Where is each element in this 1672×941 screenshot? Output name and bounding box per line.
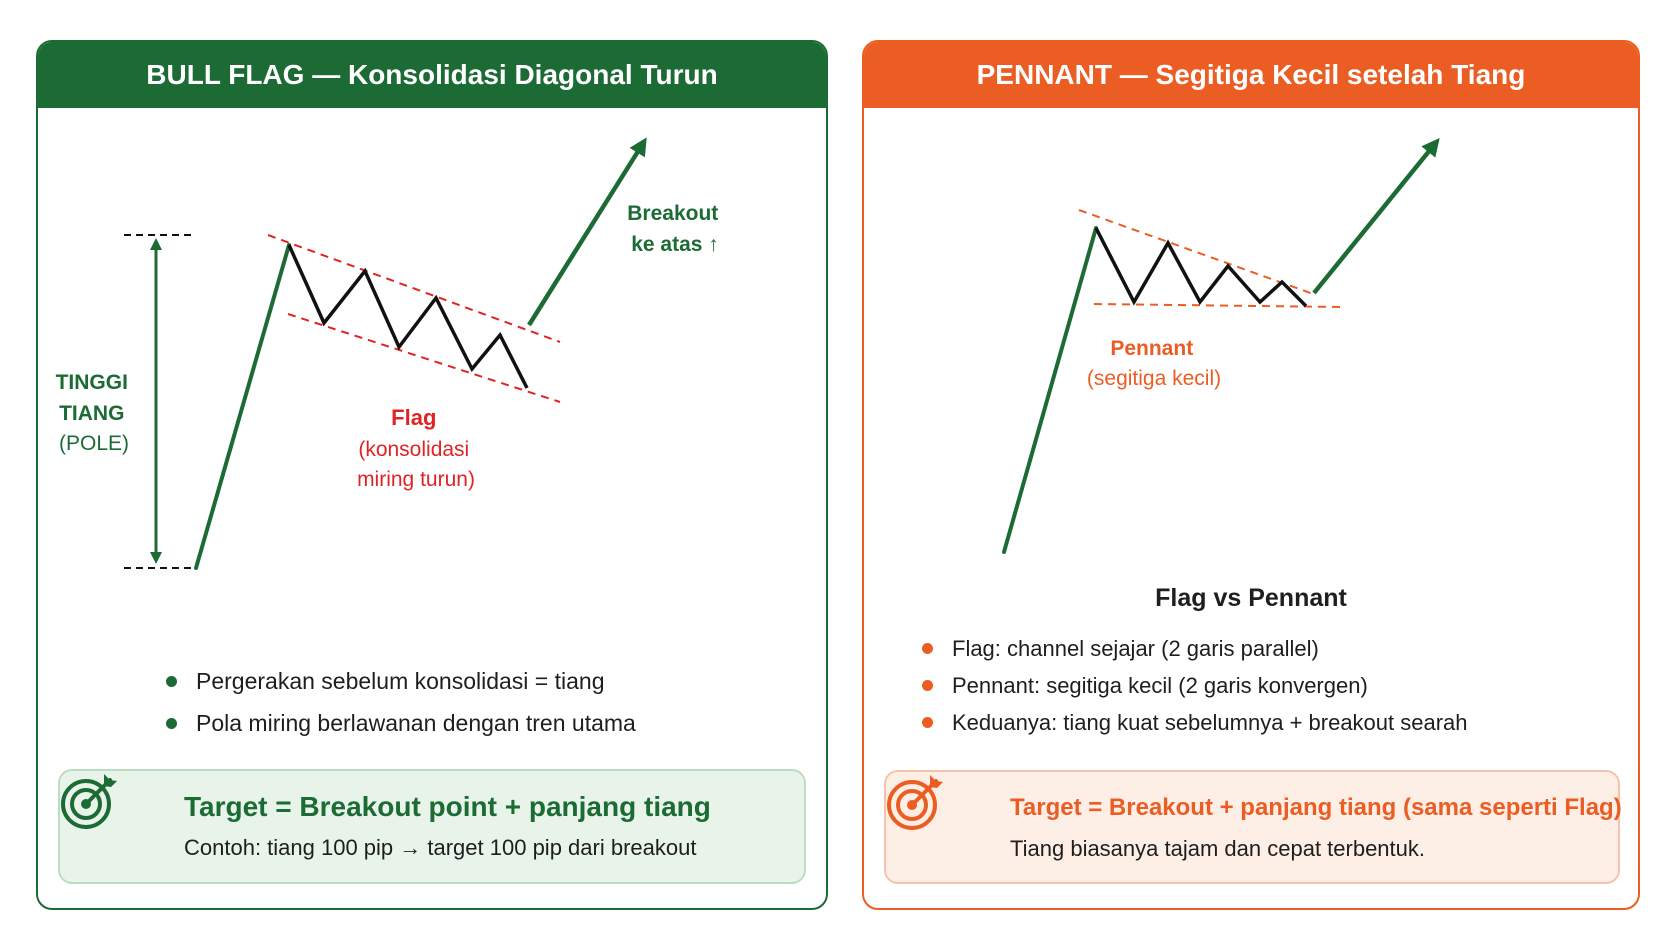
pole-label-line1: TINGGI (55, 371, 128, 394)
bullet-text: Pola miring berlawanan dengan tren utama (196, 710, 636, 736)
pennant-target-box (884, 770, 1620, 884)
pennant-bullet-list (918, 630, 1468, 741)
pennant-target-desc: Tiang biasanya tajam dan cepat terbentuk. (1010, 836, 1426, 861)
bullet-text: Pennant: segitiga kecil (2 garis konvergen) (952, 673, 1368, 698)
pole-label (56, 371, 133, 455)
breakout-label (627, 202, 722, 256)
pennant-label-line2: (segitiga kecil) (1086, 367, 1222, 390)
pennant-title: PENNANT — Segitiga Kecil setelah Tiang (864, 42, 1638, 108)
bullet-text: Flag: channel sejajar (2 garis parallel) (952, 636, 1319, 661)
bullet-text: Keduanya: tiang kuat sebelumnya + breakout searah (952, 710, 1468, 735)
bullet-dot (166, 676, 177, 687)
bullet-dot (922, 717, 933, 728)
flag-zigzag (289, 245, 527, 388)
pennant-target-title: Target = Breakout + panjang tiang (sama seperti Flag) (1010, 794, 1622, 821)
flag-label-line3: miring turun) (357, 468, 475, 491)
flag-vs-pennant-heading: Flag vs Pennant (1155, 584, 1347, 612)
target-icon (886, 772, 946, 832)
flag-bullet-list (162, 660, 636, 744)
target-icon (60, 771, 120, 831)
breakout-label-line1: Breakout (627, 202, 719, 225)
list-item (918, 630, 1468, 667)
bull-flag-title: BULL FLAG — Konsolidasi Diagonal Turun (38, 42, 826, 108)
flag-label (357, 405, 475, 491)
pole-line (196, 245, 289, 568)
list-item (918, 704, 1468, 741)
list-item (918, 667, 1468, 704)
flag-label-line2: (konsolidasi (358, 438, 470, 461)
pennant-breakout-arrow (1314, 145, 1434, 293)
breakout-label-line2: ke atas ↑ (631, 233, 719, 256)
pennant-label-line1: Pennant (1110, 337, 1194, 360)
pennant-panel (862, 40, 1640, 910)
pole-label-line2: TIANG (59, 402, 125, 425)
flag-target-desc: Contoh: tiang 100 pip → target 100 pip dari breakout (184, 835, 697, 860)
pennant-zigzag (1096, 228, 1306, 306)
list-item (162, 702, 636, 744)
bullet-text: Pergerakan sebelum konsolidasi = tiang (196, 668, 605, 694)
flag-target-box (58, 769, 806, 884)
bullet-dot (922, 643, 933, 654)
bull-flag-panel (36, 40, 828, 910)
bullet-dot (922, 680, 933, 691)
flag-target-title: Target = Breakout point + panjang tiang (184, 791, 711, 822)
pennant-label (1087, 337, 1221, 390)
pennant-pole-line (1004, 228, 1096, 552)
flag-label-line1: Flag (391, 405, 437, 430)
list-item (162, 660, 636, 702)
breakout-arrow (529, 145, 642, 325)
pole-label-line3: (POLE) (58, 432, 130, 455)
bullet-dot (166, 718, 177, 729)
